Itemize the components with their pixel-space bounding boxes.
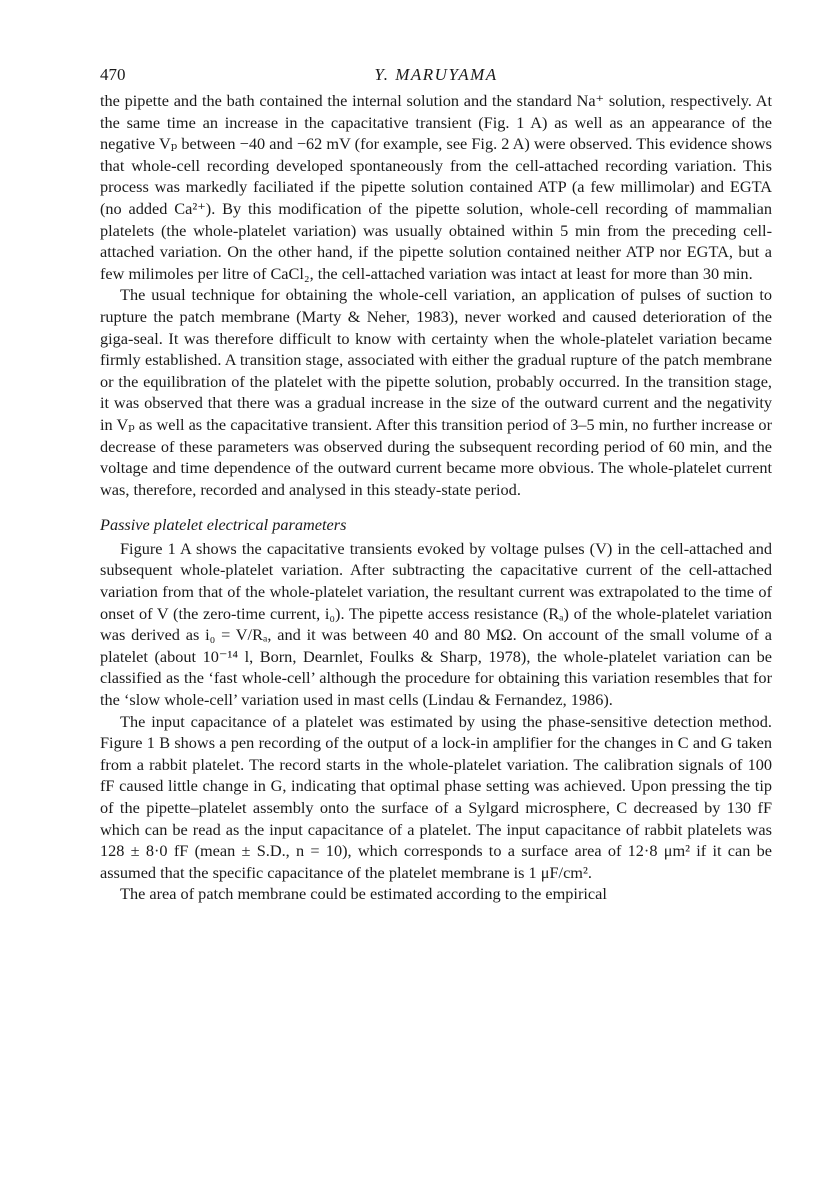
paragraph-capacitative-transients: Figure 1 A shows the capacitative transients evoked by voltage pulses (V) in the cell-attached and subsequent whole-platelet variation. After subtracting the capacitative current of the cell-attached variation from that of the whole-platelet variation, the resultant current was extrapolated to the time of onset of V (the zero-time current, i₀). The pipette access resistance (Rₐ) of the whole-platelet variation was derived as i₀ = V/Rₐ, and it was between 40 and 80 MΩ. On account of the small volume of a platelet (about 10⁻¹⁴ l, Born, Dearnlet, Foulks & Sharp, 1978), the whole-platelet variation can be classified as the ‘fast whole-cell’ although the procedure for obtaining this variation resembles that for the ‘slow whole-cell’ variation used in mast cells (Lindau & Fernandez, 1986).: [100, 538, 772, 710]
body-text: [100, 90, 772, 905]
running-head: [100, 60, 772, 90]
section-heading: Passive platelet electrical parameters: [100, 515, 347, 535]
journal-page: [100, 60, 772, 905]
paragraph-continuation: the pipette and the bath contained the internal solution and the standard Na⁺ solution, respectively. At the same time an increase in the capacitative transient (Fig. 1 A) as well as an appearance of the negative Vₚ between −40 and −62 mV (for example, see Fig. 2 A) were observed. This evidence shows that whole-cell recording developed spontaneously from the cell-attached recording variation. This process was markedly faciliated if the pipette solution contained ATP (a few millimolar) and EGTA (no added Ca²⁺). By this modification of the pipette solution, whole-cell recording of mammalian platelets (the whole-platelet variation) was usually obtained within 5 min from the preceding cell-attached variation. On the other hand, if the pipette solution contained neither ATP nor EGTA, but a few milimoles per litre of CaCl₂, the cell-attached variation was intact at least for more than 30 min.: [100, 91, 772, 283]
paragraph-input-capacitance: The input capacitance of a platelet was estimated by using the phase-sensitive detection method. Figure 1 B shows a pen recording of the output of a lock-in amplifier for the changes in C and G taken from a rabbit platelet. The record starts in the whole-platelet variation. The calibration signals of 100 fF caused little change in G, indicating that optimal phase setting was achieved. Upon pressing the tip of the pipette–platelet assembly onto the surface of a Sylgard microsphere, C decreased by 130 fF which can be read as the input capacitance of a platelet. The input capacitance of rabbit platelets was 128 ± 8·0 fF (mean ± S.D., n = 10), which corresponds to a surface area of 12·8 μm² if it can be assumed that the specific capacitance of the platelet membrane is 1 μF/cm².: [100, 711, 772, 882]
running-title: Y. MARUYAMA: [374, 65, 498, 84]
page-number: 470: [100, 65, 126, 84]
paragraph-transition-stage: The usual technique for obtaining the whole-cell variation, an application of pulses of suction to rupture the patch membrane (Marty & Neher, 1983), never worked and caused deterioration of the giga-seal. It was therefore difficult to know with certainty when the whole-platelet variation became firmly established. A transition stage, associated with either the gradual rupture of the patch membrane or the equilibration of the platelet with the pipette solution, probably occurred. In the transition stage, it was observed that there was a gradual increase in the size of the outward current and the negativity in Vₚ as well as the capacitative transient. After this transition period of 3–5 min, no further increase or decrease of these parameters was observed during the subsequent recording period of 60 min, and the voltage and time dependence of the outward current became more obvious. The whole-platelet current was, therefore, recorded and analysed in this steady-state period.: [100, 285, 772, 499]
paragraph-patch-area: The area of patch membrane could be estimated according to the empirical: [120, 884, 607, 904]
